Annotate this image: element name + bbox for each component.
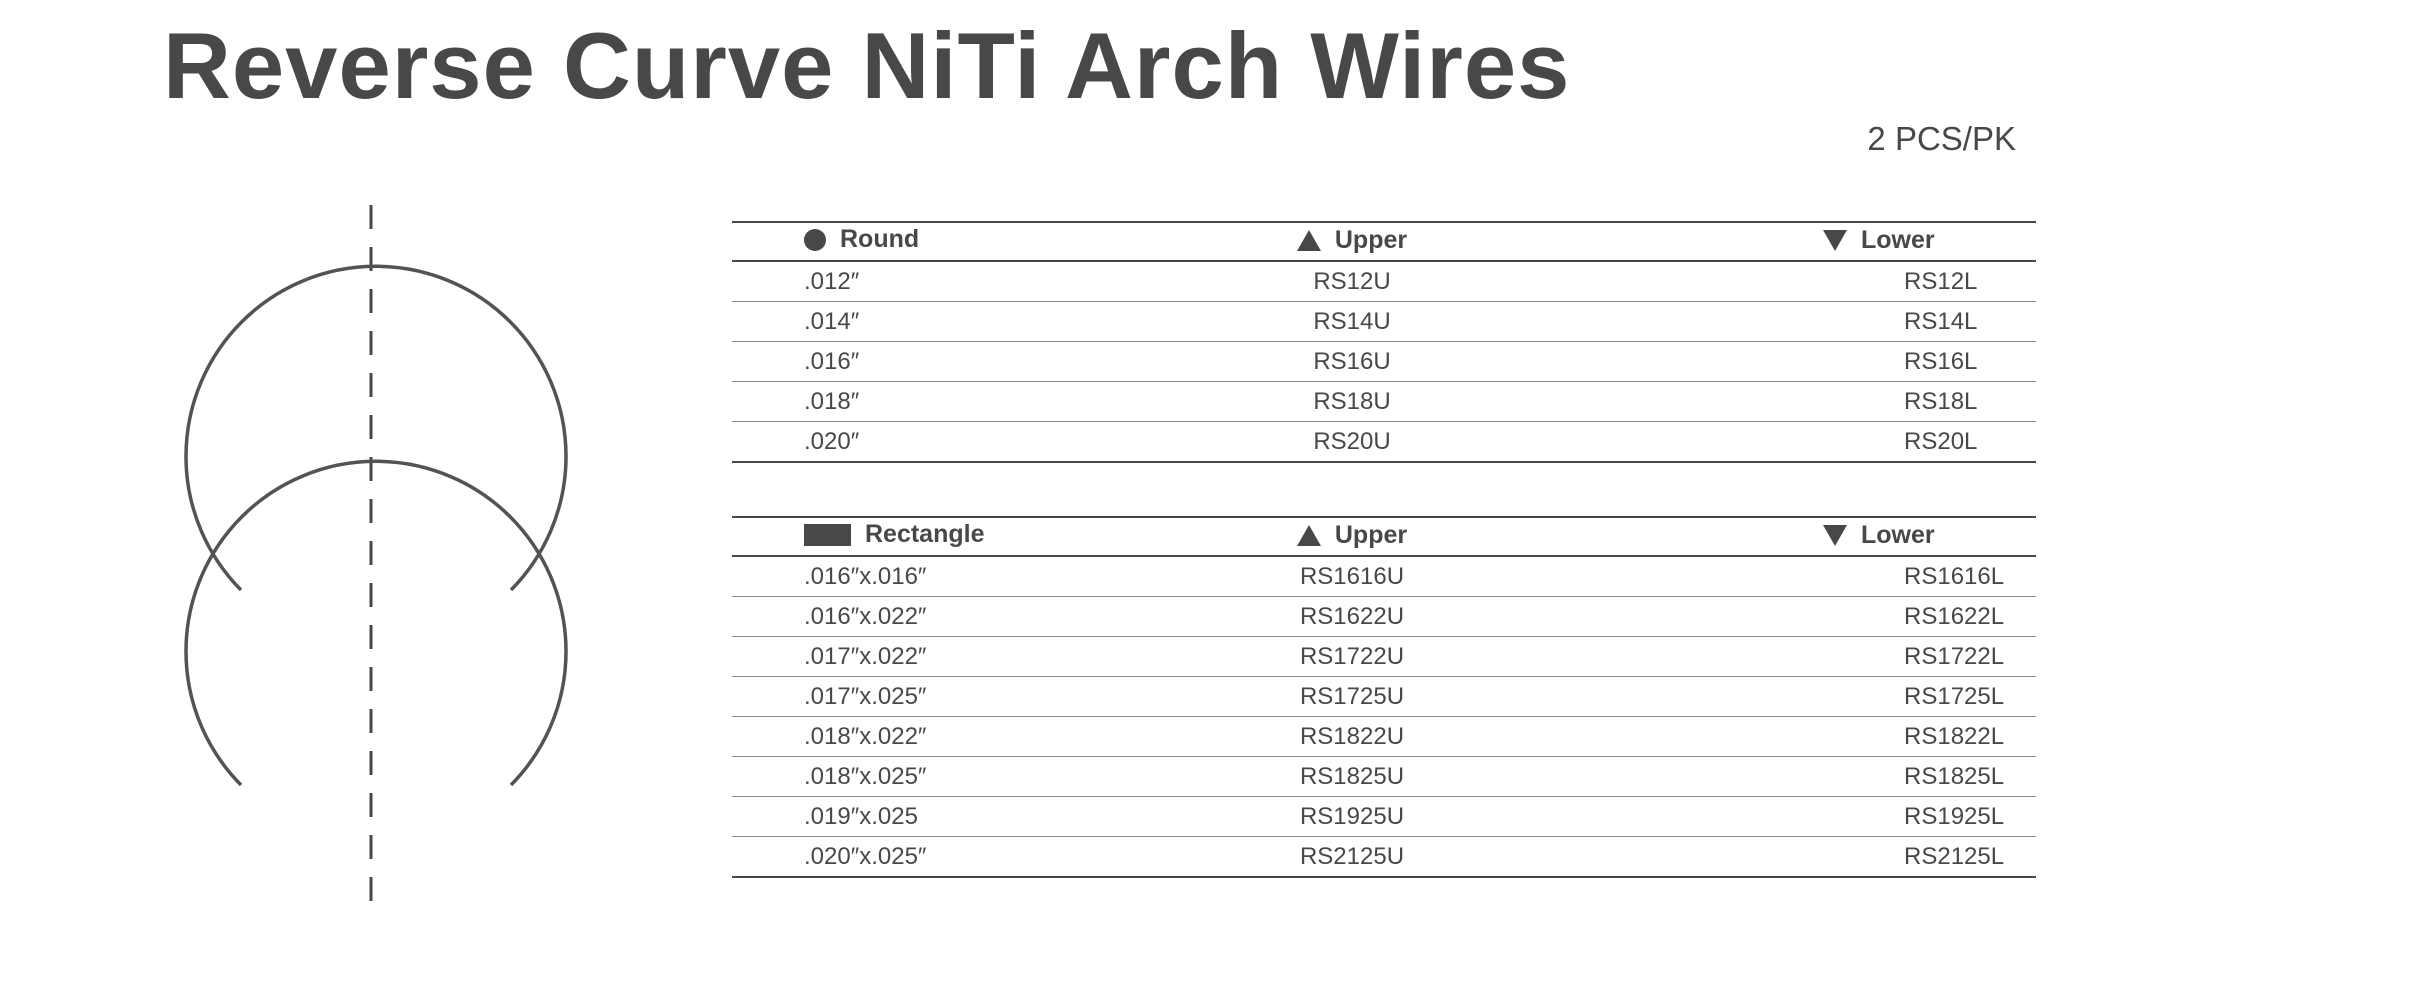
page-title: Reverse Curve NiTi Arch Wires xyxy=(163,13,1571,118)
lower-code-cell: RS1822L xyxy=(1752,717,2036,757)
table-row xyxy=(732,342,2036,382)
upper-code-cell: RS1616U xyxy=(1202,556,1502,597)
table-row xyxy=(732,717,2036,757)
upper-code-cell: RS1622U xyxy=(1202,597,1502,637)
lower-code-cell: RS20L xyxy=(1752,422,2036,463)
header-upper-cell xyxy=(1202,517,1502,556)
triangle-up-icon xyxy=(1297,230,1321,251)
table-header-row xyxy=(732,517,2036,556)
lower-code-cell: RS1925L xyxy=(1752,797,2036,837)
lower-code-cell: RS14L xyxy=(1752,302,2036,342)
size-cell: .019″x.025 xyxy=(732,797,1202,837)
rectangle-icon xyxy=(804,524,851,546)
lower-code-cell: RS1725L xyxy=(1752,677,2036,717)
upper-code-cell: RS1825U xyxy=(1202,757,1502,797)
header-lower-label: Lower xyxy=(1861,520,1935,549)
table-row xyxy=(732,637,2036,677)
header-shape-cell xyxy=(732,517,1202,556)
header-lower-label: Lower xyxy=(1861,225,1935,254)
upper-code-cell: RS16U xyxy=(1202,342,1502,382)
header-upper-label: Upper xyxy=(1334,520,1408,549)
table-row xyxy=(732,797,2036,837)
lower-code-cell: RS2125L xyxy=(1752,837,2036,878)
size-cell: .018″x.025″ xyxy=(732,757,1202,797)
round-wire-table xyxy=(732,221,2036,463)
table-row xyxy=(732,422,2036,463)
table-row xyxy=(732,677,2036,717)
size-cell: .020″ xyxy=(732,422,1202,463)
upper-code-cell: RS1925U xyxy=(1202,797,1502,837)
triangle-up-icon xyxy=(1297,525,1321,546)
size-cell: .020″x.025″ xyxy=(732,837,1202,878)
upper-arch-wire xyxy=(186,266,566,590)
header-upper-label: Upper xyxy=(1334,225,1408,254)
upper-code-cell: RS1822U xyxy=(1202,717,1502,757)
size-cell: .016″x.016″ xyxy=(732,556,1202,597)
size-cell: .012″ xyxy=(732,261,1202,302)
upper-code-cell: RS20U xyxy=(1202,422,1502,463)
upper-code-cell: RS1722U xyxy=(1202,637,1502,677)
lower-code-cell: RS1616L xyxy=(1752,556,2036,597)
header-lower-cell xyxy=(1752,222,2036,261)
size-cell: .017″x.022″ xyxy=(732,637,1202,677)
header-shape-cell xyxy=(732,222,1202,261)
table-header-row xyxy=(732,222,2036,261)
size-cell: .016″ xyxy=(732,342,1202,382)
upper-code-cell: RS1725U xyxy=(1202,677,1502,717)
table-row xyxy=(732,837,2036,878)
header-lower-cell xyxy=(1752,517,2036,556)
lower-code-cell: RS16L xyxy=(1752,342,2036,382)
table-row xyxy=(732,382,2036,422)
rectangle-wire-table xyxy=(732,516,2036,878)
header-upper-cell xyxy=(1202,222,1502,261)
upper-code-cell: RS12U xyxy=(1202,261,1502,302)
upper-code-cell: RS18U xyxy=(1202,382,1502,422)
table-row xyxy=(732,556,2036,597)
header-shape-label: Round xyxy=(840,225,920,254)
upper-code-cell: RS2125U xyxy=(1202,837,1502,878)
lower-code-cell: RS18L xyxy=(1752,382,2036,422)
upper-code-cell: RS14U xyxy=(1202,302,1502,342)
lower-code-cell: RS12L xyxy=(1752,261,2036,302)
size-cell: .018″x.022″ xyxy=(732,717,1202,757)
size-cell: .017″x.025″ xyxy=(732,677,1202,717)
lower-code-cell: RS1722L xyxy=(1752,637,2036,677)
lower-arch-wire xyxy=(186,461,566,785)
triangle-down-icon xyxy=(1823,230,1847,251)
pack-quantity-label: 2 PCS/PK xyxy=(1867,120,2016,157)
table-row xyxy=(732,302,2036,342)
size-cell: .016″x.022″ xyxy=(732,597,1202,637)
lower-code-cell: RS1622L xyxy=(1752,597,2036,637)
table-row xyxy=(732,757,2036,797)
table-row xyxy=(732,261,2036,302)
lower-code-cell: RS1825L xyxy=(1752,757,2036,797)
size-cell: .018″ xyxy=(732,382,1202,422)
circle-icon xyxy=(804,229,826,251)
arch-wire-illustration xyxy=(160,200,580,920)
size-cell: .014″ xyxy=(732,302,1202,342)
table-row xyxy=(732,597,2036,637)
header-shape-label: Rectangle xyxy=(865,520,985,549)
triangle-down-icon xyxy=(1823,525,1847,546)
